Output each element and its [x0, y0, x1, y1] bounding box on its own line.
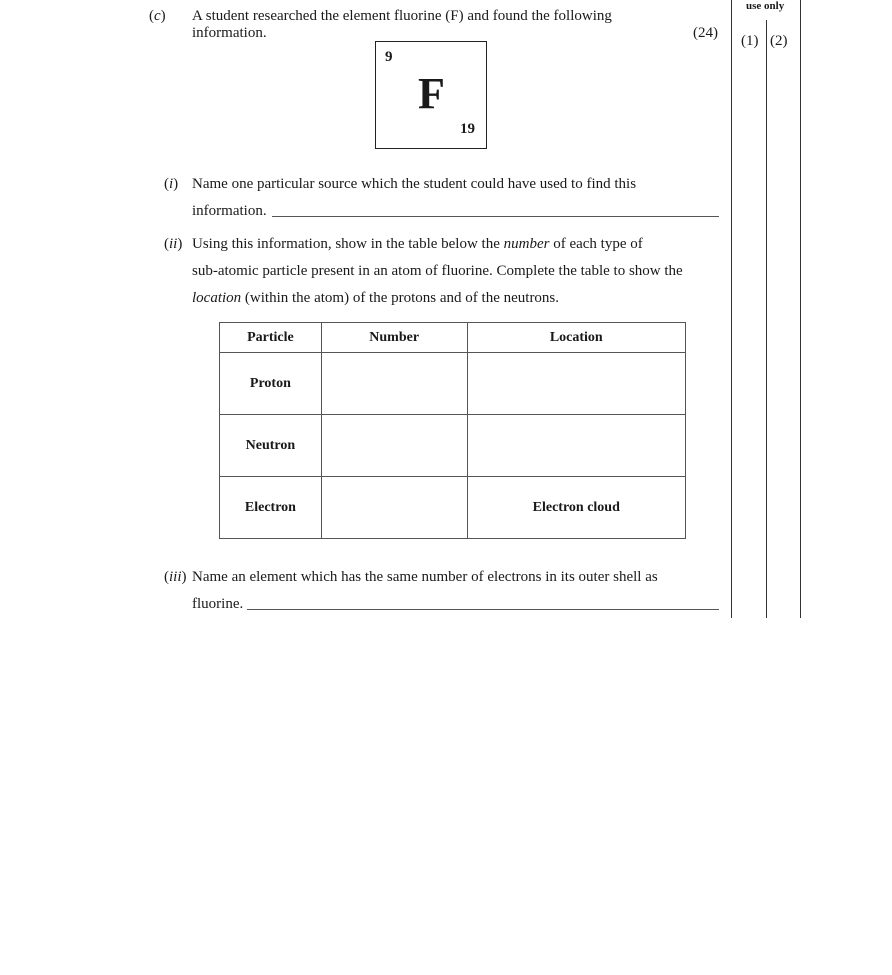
use-only-label: use only: [746, 0, 785, 12]
part-i-line1: Name one particular source which the student could have used to find this: [192, 176, 637, 192]
table-row: [220, 415, 686, 477]
number-cell[interactable]: [321, 353, 467, 415]
part-ii-label: (ii): [164, 236, 183, 252]
element-symbol: F: [418, 69, 445, 118]
atomic-number: 9: [385, 49, 393, 65]
margin-col2-label: (2): [770, 33, 788, 49]
part-ii-line3: location (within the atom) of the protons and of the neutrons.: [192, 290, 560, 306]
question-c-line1: A student researched the element fluorine (F) and found the following: [192, 8, 612, 24]
margin-line-left: [731, 0, 732, 618]
number-cell[interactable]: [321, 415, 467, 477]
location-cell: Electron cloud: [467, 477, 685, 539]
question-c-label: (c): [149, 8, 166, 24]
location-cell[interactable]: [467, 353, 685, 415]
part-ii-line2: sub-atomic particle present in an atom of fluorine. Complete the table to show the: [192, 263, 683, 279]
answer-line-i[interactable]: [272, 216, 719, 217]
particle-cell: Proton: [220, 353, 322, 415]
table-row: [220, 477, 686, 539]
margin-line-right: [800, 0, 801, 618]
margin-col1-label: (1): [741, 33, 759, 49]
element-tile: [375, 41, 487, 149]
margin-line-middle: [766, 20, 767, 618]
part-iii-label: (iii): [164, 569, 187, 585]
location-cell[interactable]: [467, 415, 685, 477]
number-cell[interactable]: [321, 477, 467, 539]
question-c-line2: information.: [192, 25, 267, 41]
part-i-label: (i): [164, 176, 179, 192]
table-row: [220, 353, 686, 415]
particle-cell: Electron: [220, 477, 322, 539]
header-number: Number: [321, 323, 467, 353]
particle-table: [219, 322, 686, 539]
part-iii-line1: Name an element which has the same number of electrons in its outer shell as: [192, 569, 658, 585]
particle-cell: Neutron: [220, 415, 322, 477]
header-location: Location: [467, 323, 685, 353]
answer-line-iii[interactable]: [247, 609, 719, 610]
mass-number: 19: [460, 121, 475, 137]
header-particle: Particle: [220, 323, 322, 353]
marks-total: (24): [693, 25, 718, 41]
part-iii-line2: fluorine.: [192, 596, 244, 612]
table-header-row: [220, 323, 686, 353]
part-ii-line1: Using this information, show in the table below the number of each type of: [192, 236, 643, 252]
part-i-line2: information.: [192, 203, 267, 219]
